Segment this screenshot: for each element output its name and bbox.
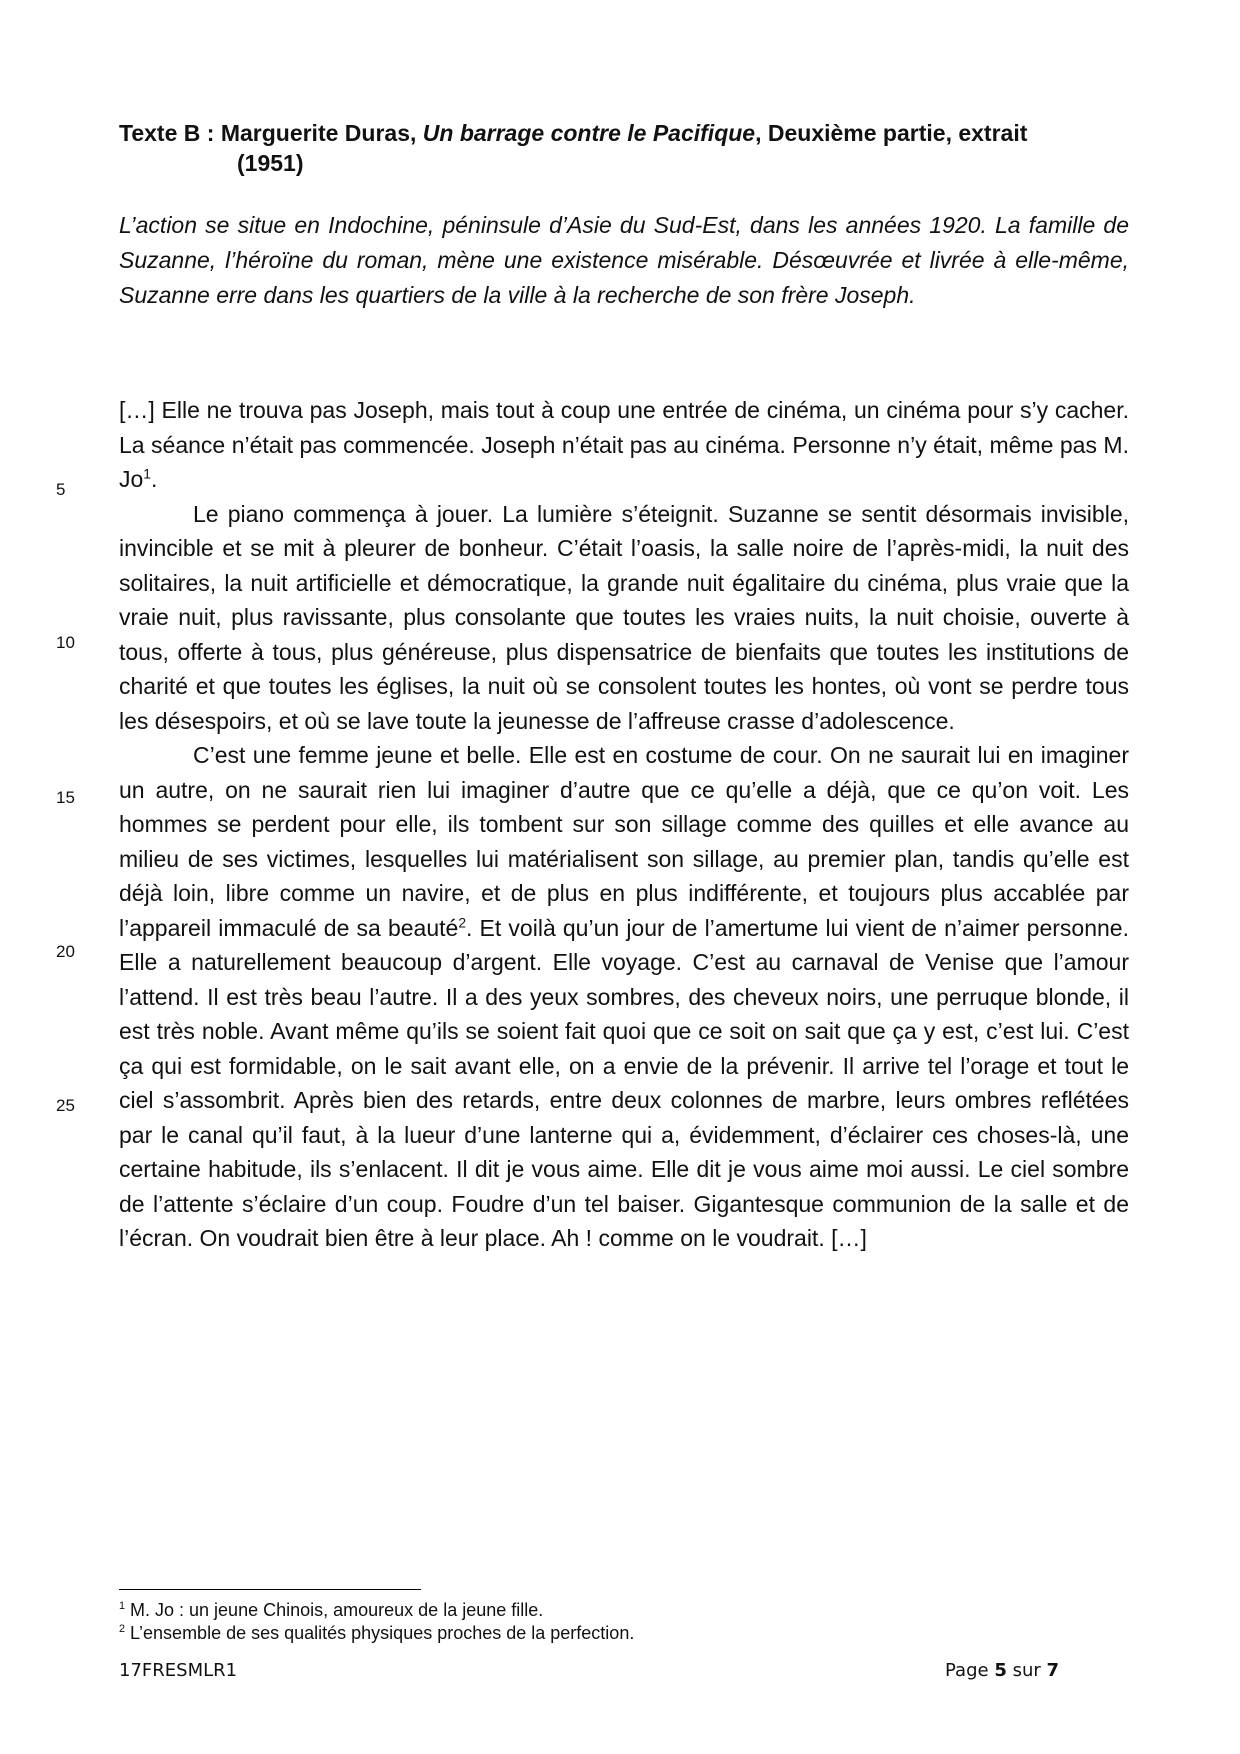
footnote-ref-2: 2 — [458, 914, 466, 930]
title-work: Un barrage contre le Pacifique — [422, 120, 756, 146]
passage-body — [119, 393, 1129, 1256]
footnote-ref-1: 1 — [143, 466, 151, 482]
title-prefix: Texte B : Marguerite Duras, — [119, 120, 423, 146]
footnote-separator — [119, 1589, 421, 1590]
line-number-20: 20 — [56, 942, 75, 961]
paragraph-1: […] Elle ne trouva pas Joseph, mais tout à coup une entrée de cinéma, un cinéma pour s’y cacher. La séance n’était pas commencée. Joseph n’était pas au cinéma. Personne n’y était, même pas M. Jo$^1$. — [119, 397, 1129, 492]
text-title — [119, 118, 1129, 178]
title-year: (1951) — [237, 150, 304, 176]
title-suffix: , Deuxième partie, extrait — [755, 120, 1028, 146]
footnote-2: $^2$ L’ensemble de ses qualités physiques proches de la perfection. — [119, 1623, 635, 1643]
line-number-10: 10 — [56, 633, 75, 652]
context-intro: L’action se situe en Indochine, péninsule d’Asie du Sud-Est, dans les années 1920. La famille de Suzanne, l’héroïne du roman, mène une existence misérable. Désœuvrée et livrée à elle-même, Suzanne erre dans les quartiers de la ville à la recherche de son frère Joseph. — [119, 212, 1129, 308]
page-indicator: Page 5 sur 7 — [945, 1660, 1060, 1681]
paragraph-2: Le piano commença à jouer. La lumière s’éteignit. Suzanne se sentit désormais invisible, invincible et se mit à pleurer de bonheur. C’était l’oasis, la salle noire de l’après-midi, la nuit des solitaires, la nuit artificielle et démocratique, la grande nuit égalitaire du cinéma, plus vraie que la vraie nuit, plus ravissante, plus consolante que toutes les vraies nuits, la nuit choisie, ouverte à tous, offerte à tous, plus généreuse, plus dispensatrice de bienfaits que toutes les institutions de charité et que toutes les églises, la nuit où se consolent toutes les hontes, où vont se perdre tous les désespoirs, et où se lave toute la jeunesse de l’affreuse crasse d’adolescence. — [119, 500, 1129, 734]
line-number-5: 5 — [56, 480, 66, 499]
paragraph-3: C’est une femme jeune et belle. Elle est en costume de cour. On ne saurait lui en imaginer un autre, on ne saurait rien lui imaginer d’autre que ce qu’elle a déjà, que ce qu’on voit. Les hommes se perdent pour elle, ils tombent sur son sillage comme des quilles et elle avance au milieu de ses victimes, lesquelles lui matérialisent son sillage, au premier plan, tandis qu’elle est déjà loin, libre comme un navire, et de plus en plus indifférente, et toujours plus accablée par l’appareil immaculé de sa beauté$^2$. Et voilà qu’un jour de l’amertume lui vient de n’aimer personne. Elle a naturellement beaucoup d’argent. Elle voyage. C’est au carnaval de Venise que l’amour l’attend. Il est très beau l’autre. Il a des yeux sombres, des cheveux noirs, une perruque blonde, il est très noble. Avant même qu’ils se soient fait quoi que ce soit on sait que ça y est, c’est lui. C’est ça qui est formidable, on le sait avant elle, on a envie de la prévenir. Il arrive tel l’orage et tout le ciel s’assombrit. Après bien des retards, entre deux colonnes de marbre, leurs ombres reflétées par le canal qu’il faut, à la lueur d’une lanterne qui a, évidemment, d’éclairer ces choses-là, une certaine habitude, ils s’enlacent. Il dit je vous aime. Elle dit je vous aime moi aussi. Le ciel sombre de l’attente s’éclaire d’un coup. Foudre d’un tel baiser. Gigantesque communion de la salle et de l’écran. On voudrait bien être à leur place. Ah ! comme on le voudrait. […] — [119, 742, 1129, 1251]
line-number-25: 25 — [56, 1096, 75, 1115]
footnote-1: $^1$ M. Jo : un jeune Chinois, amoureux de la jeune fille. — [119, 1600, 544, 1620]
line-number-15: 15 — [56, 788, 75, 807]
document-code: 17FRESMLR1 — [119, 1660, 238, 1681]
